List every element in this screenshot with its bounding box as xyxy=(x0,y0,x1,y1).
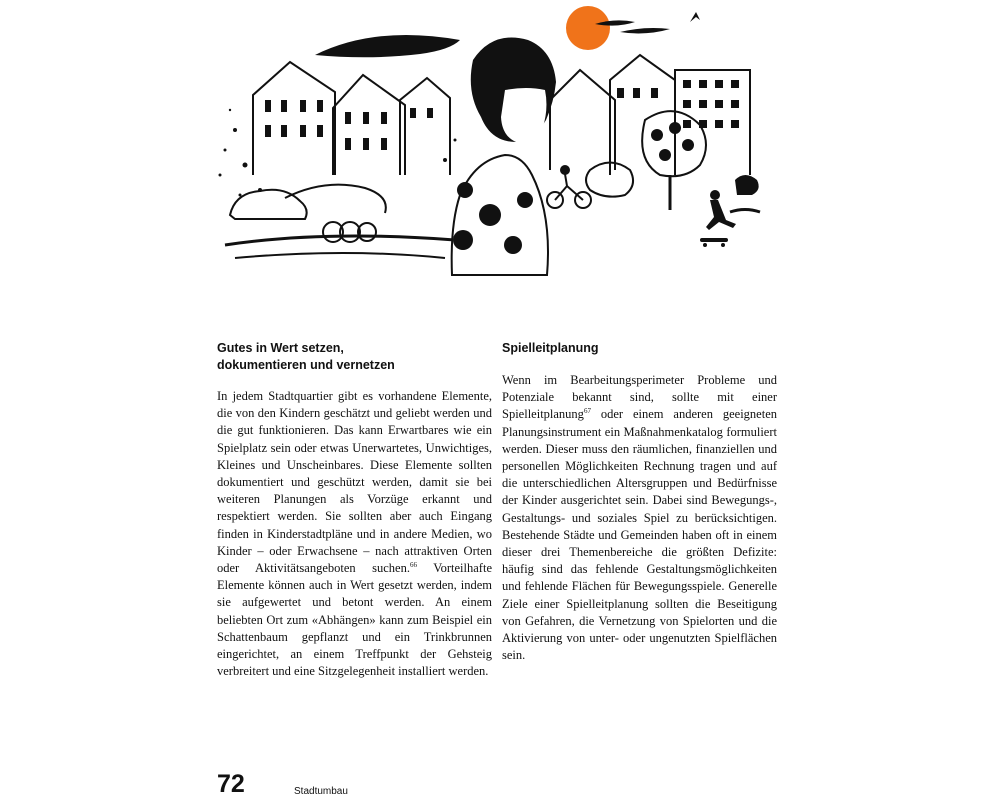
page-number: 72 xyxy=(217,770,245,798)
illustration-cyclist xyxy=(547,166,591,208)
illustration-cars-and-street xyxy=(225,185,455,258)
section-heading-gutes-in-wert-setzen xyxy=(217,340,492,374)
heading-line-1: Gutes in Wert setzen, xyxy=(217,341,344,355)
right-column xyxy=(502,340,777,664)
illustration-clouds xyxy=(595,12,700,33)
body-text-part-2: oder einem anderen geeigneten Planungsinstrument ein Maßnahmenkatalog formuliert werden. Dieser muss den räumlichen, finanziellen und personellen Möglichkeiten Rechnung tragen und auf die unterschiedlichen Altersgruppen und Bedürfnisse der Kinder ausgerichtet sein. Dabei sind Bewegungs-, Gestaltungs- und soziales Spiel zu berücksichtigen. Bestehende Städte und Gemeinden haben oft in einem dieser drei Themenbereiche die größten Defizite: häufig sind das fehlende Gestaltungsmöglichkeiten und fehlende Flächen für Bewegungsspiele. Generelle Ziele einer Spielleitplanung sollten die Beseitigung von Gefahren, die Vernetzung von Spielorten und die Aktivierung von unter- oder ungenutzten Spielflächen sein. xyxy=(502,407,777,663)
illustration-child xyxy=(452,38,556,276)
left-column xyxy=(217,340,492,680)
illustration-brush-stroke xyxy=(315,35,460,57)
body-text-part-1: In jedem Stadtquartier gibt es vorhandene Elemente, die von den Kindern geschätzt und geliebt werden und die gut funktionieren. Das kann Erwartbares wie ein Spielplatz sein oder etwas Unerwartetes, Unwichtiges, Kleines und Unscheinbares. Diese Elemente sollten dokumentiert und geschützt werden, damit sie bei weiteren Planungen als Vorzüge erkannt und respektiert werden. Sie sollten aber auch Eingang finden in Kinderstadtpläne und in andere Medien, wo Kinder – oder Erwachsene – nach attraktiven Orten oder Aktivitätsangeboten suchen. xyxy=(217,389,492,576)
illustration-houses-left xyxy=(253,62,450,175)
body-text-part-1: Wenn im Bearbeitungsperimeter Probleme und Potenziale bekannt sind, sollte mit einer Spielleitplanung xyxy=(502,373,777,422)
illustration-ink-spatter xyxy=(219,109,457,197)
body-text-part-2: Vorteilhafte Elemente können auch in Wert gesetzt werden, indem sie aufgewertet und betont werden. An einem beliebten Ort zum «Abhängen» kann zum Beispiel ein Schattenbaum gepflanzt und ein Trinkbrunnen eingerichtet, an einem Treffpunkt der Gehsteig verbreitert und eine Sitzgelegenheit installiert werden. xyxy=(217,561,492,679)
header-illustration xyxy=(205,0,800,290)
heading-line-2: dokumentieren und vernetzen xyxy=(217,358,395,372)
illustration-skateboarder xyxy=(700,190,760,247)
running-title: Stadtumbau xyxy=(294,786,348,797)
section-heading-spielleitplanung: Spielleitplanung xyxy=(502,341,599,355)
body-paragraph xyxy=(502,372,777,664)
illustration-houses-right xyxy=(550,55,750,175)
illustration-sun-icon xyxy=(566,6,610,50)
footnote-ref: 67 xyxy=(583,407,591,416)
body-paragraph xyxy=(217,388,492,680)
footnote-ref: 66 xyxy=(409,560,417,569)
